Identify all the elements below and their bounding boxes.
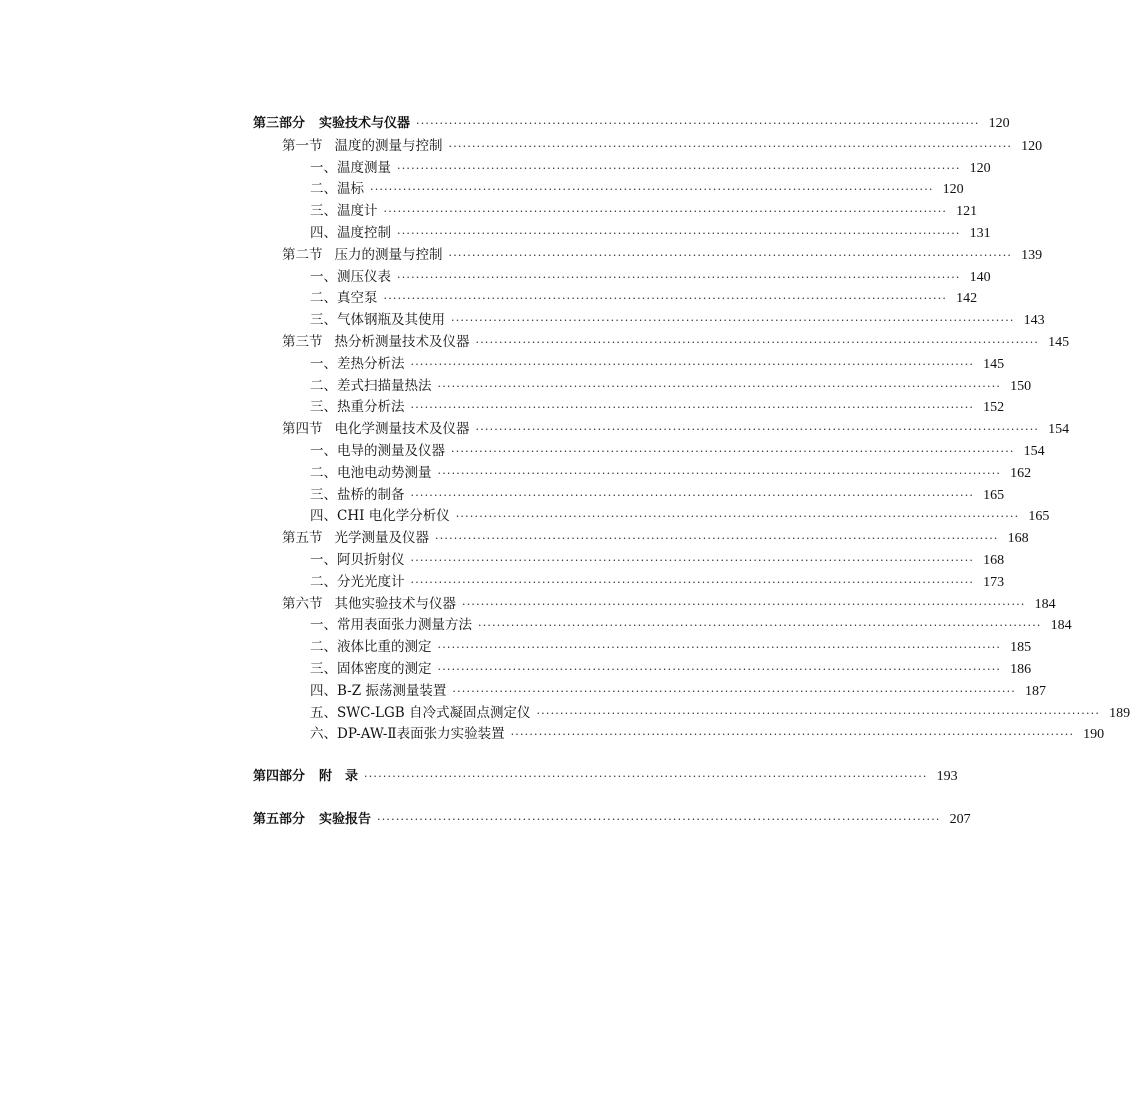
entry-title: 光学测量及仪器 — [334, 530, 429, 547]
toc-entry — [310, 201, 978, 222]
toc-entry — [253, 810, 971, 830]
section-number: 第二节 — [282, 246, 323, 263]
toc-entry-label — [310, 724, 511, 744]
entry-title: 一、电导的测量及仪器 — [310, 443, 445, 459]
toc-entry-label — [282, 136, 449, 156]
page-number: 189 — [1109, 705, 1130, 721]
dot-leader: ························································································································ — [397, 270, 961, 284]
toc-entry-label — [310, 179, 370, 199]
entry-title: 一、常用表面张力测量方法 — [310, 617, 472, 634]
toc-part-row — [0, 767, 958, 787]
page-number: 152 — [983, 400, 1005, 416]
toc-item-row — [0, 397, 1005, 417]
entry-title: 附 录 — [319, 769, 359, 785]
dot-leader: ························································································································ — [448, 139, 1013, 153]
entry-title: 电化学测量技术及仪器 — [334, 421, 470, 438]
toc-entry-label — [310, 659, 438, 679]
dot-leader: ························································································································ — [510, 728, 1075, 742]
toc-item-row — [0, 463, 1032, 483]
toc-entry — [310, 179, 964, 200]
toc-entry-label — [282, 245, 449, 265]
toc-entry — [310, 376, 1032, 397]
dot-leader: ························································································································ — [410, 357, 975, 371]
toc-entry — [310, 441, 1045, 462]
toc-entry — [310, 506, 1050, 527]
page-number: 186 — [1010, 662, 1032, 677]
toc-section-row — [0, 245, 1043, 265]
page-number: 154 — [1023, 444, 1045, 459]
page-number: 131 — [969, 226, 991, 241]
toc-item-row — [0, 288, 978, 308]
entry-title: 其他实验技术与仪器 — [334, 595, 456, 612]
entry-title: 一、测压仪表 — [310, 268, 391, 285]
dot-leader: ························································································································ — [364, 770, 928, 784]
toc-entry-label — [310, 397, 411, 417]
dot-leader: ························································································································ — [397, 227, 961, 240]
toc-section-row — [0, 332, 1070, 352]
dot-leader: ························································································································ — [451, 445, 1015, 458]
section-number: 第六节 — [282, 595, 323, 612]
page-number: 150 — [1010, 378, 1032, 394]
toc-entry — [310, 310, 1045, 331]
toc-section-row — [0, 594, 1056, 614]
page-number: 184 — [1034, 596, 1056, 612]
toc-item-row — [0, 201, 978, 221]
toc-entry — [310, 615, 1072, 636]
toc-entry — [310, 288, 978, 309]
dot-leader: ························································································································ — [383, 205, 948, 219]
toc-item-row — [0, 681, 1046, 701]
toc-item-row — [0, 572, 1005, 592]
dot-leader: ························································································································ — [410, 575, 975, 589]
page-number: 120 — [1021, 138, 1043, 154]
toc-entry-label — [310, 681, 452, 701]
toc-entry-label — [310, 637, 438, 657]
dot-leader: ························································································································ — [448, 248, 1013, 262]
toc-item-row — [0, 179, 964, 199]
toc-entry — [253, 767, 958, 787]
dot-leader: ························································································································ — [410, 401, 975, 415]
dot-leader: ························································································································ — [410, 554, 975, 567]
dot-leader: ························································································································ — [437, 379, 1002, 393]
entry-title: 二、液体比重的测定 — [310, 639, 432, 656]
dot-leader: ························································································································ — [370, 183, 934, 197]
entry-title: 三、固体密度的测定 — [310, 661, 432, 677]
toc-item-row — [0, 550, 1005, 570]
page-number: 142 — [956, 291, 978, 307]
toc-item-row — [0, 267, 991, 287]
page-number: 145 — [983, 356, 1005, 372]
page-number: 120 — [942, 182, 964, 198]
toc-entry — [310, 158, 991, 179]
dot-leader: ························································································································ — [437, 641, 1002, 655]
toc-item-row — [0, 485, 1005, 505]
toc-item-row — [0, 637, 1032, 657]
toc-entry-label — [310, 376, 438, 396]
toc-entry — [282, 136, 1043, 157]
toc-entry — [310, 681, 1046, 702]
part-number: 第五部分 — [253, 812, 306, 827]
toc-entry-label — [310, 463, 438, 483]
page-number: 154 — [1048, 422, 1070, 438]
toc-entry — [310, 463, 1032, 484]
toc-item-row — [0, 310, 1045, 330]
entry-title: 实验报告 — [319, 812, 372, 827]
toc-entry-label — [310, 615, 478, 635]
page-number: 193 — [936, 769, 958, 785]
page-number: 184 — [1050, 618, 1072, 634]
entry-title: 二、电池电动势测量 — [310, 464, 432, 481]
toc-entry — [282, 332, 1070, 353]
dot-leader: ························································································································ — [416, 117, 980, 130]
page-number: 143 — [1023, 313, 1045, 329]
page-number: 207 — [949, 812, 971, 827]
dot-leader: ························································································································ — [475, 336, 1040, 349]
part-number: 第四部分 — [253, 769, 306, 785]
entry-title: 温度的测量与控制 — [334, 137, 443, 154]
dot-leader: ························································································································ — [437, 466, 1002, 480]
toc-entry-label — [282, 594, 462, 614]
entry-title: 四、B-Z 振荡测量装置 — [310, 682, 447, 699]
toc-entry-label — [310, 506, 456, 526]
toc-entry-label — [310, 223, 397, 243]
entry-title: 三、气体钢瓶及其使用 — [310, 312, 445, 329]
entry-title: 热分析测量技术及仪器 — [334, 334, 470, 350]
toc-entry-label — [310, 572, 411, 592]
toc-section-row — [0, 136, 1043, 156]
toc-part-row — [0, 114, 1010, 134]
entry-title: 四、CHI 电化学分析仪 — [310, 508, 450, 525]
page-number: 120 — [988, 116, 1010, 131]
toc-item-row — [0, 659, 1032, 679]
entry-title: 三、温度计 — [310, 203, 378, 220]
entry-title: 一、差热分析法 — [310, 355, 405, 372]
toc-entry-label — [310, 550, 411, 570]
toc-entry-label — [282, 332, 476, 352]
entry-title: 四、温度控制 — [310, 225, 391, 241]
toc-section-row — [0, 528, 1029, 548]
toc-item-row — [0, 441, 1045, 461]
dot-leader: ························································································································ — [475, 423, 1040, 437]
section-number: 第三节 — [282, 334, 323, 350]
toc-entry-label — [310, 354, 411, 374]
page-number: 145 — [1048, 335, 1070, 350]
dot-leader: ························································································································ — [377, 813, 941, 826]
toc-item-row — [0, 354, 1005, 374]
dot-leader: ························································································································ — [462, 597, 1026, 611]
toc-entry — [310, 572, 1005, 593]
toc-entry — [310, 223, 991, 244]
toc-entry-label — [253, 767, 364, 787]
toc-entry-label — [253, 810, 377, 830]
dot-leader: ························································································································ — [452, 684, 1016, 698]
dot-leader: ························································································································ — [383, 292, 948, 306]
toc-part-row — [0, 810, 971, 830]
toc-item-row — [0, 506, 1050, 526]
toc-entry — [310, 703, 1130, 724]
page-number: 121 — [956, 204, 978, 220]
section-number: 第五节 — [282, 530, 323, 547]
toc-entry-label — [310, 267, 397, 287]
page-number: 165 — [983, 487, 1005, 503]
page-number: 173 — [983, 574, 1005, 590]
entry-title: 三、热重分析法 — [310, 399, 405, 416]
toc-entry — [310, 397, 1005, 418]
toc-entry-label — [310, 485, 411, 505]
entry-title: 实验技术与仪器 — [319, 116, 411, 131]
toc-entry — [310, 485, 1005, 506]
entry-title: 二、差式扫描量热法 — [310, 377, 432, 394]
toc-section-row — [0, 419, 1070, 439]
entry-title: 五、SWC-LGB 自冷式凝固点测定仪 — [310, 704, 531, 721]
toc-entry — [253, 114, 1010, 134]
toc-entry — [310, 267, 991, 288]
toc-entry — [310, 637, 1032, 658]
toc-entry — [282, 594, 1056, 615]
toc-entry-label — [310, 310, 451, 330]
entry-title: 压力的测量与控制 — [334, 246, 443, 263]
page-number: 162 — [1010, 465, 1032, 481]
toc-entry-label — [282, 528, 435, 548]
toc-item-row — [0, 724, 1105, 744]
entry-title: 一、温度测量 — [310, 159, 391, 176]
toc-entry — [310, 659, 1032, 680]
toc-item-row — [0, 615, 1072, 635]
page-number: 190 — [1083, 727, 1105, 743]
toc-entry-label — [310, 703, 536, 723]
dot-leader: ························································································································ — [435, 532, 999, 546]
part-number: 第三部分 — [253, 116, 306, 131]
toc-entry — [282, 528, 1029, 549]
dot-leader: ························································································································ — [437, 663, 1002, 676]
entry-title: 一、阿贝折射仪 — [310, 552, 405, 568]
page-number: 120 — [969, 160, 991, 176]
section-number: 第一节 — [282, 137, 323, 154]
toc-entry — [282, 419, 1070, 440]
toc-entry-label — [310, 288, 384, 308]
page-number: 187 — [1025, 683, 1046, 699]
page-number: 139 — [1021, 247, 1043, 263]
entry-title: 二、温标 — [310, 181, 364, 198]
toc-entry — [310, 724, 1105, 745]
dot-leader: ························································································································ — [451, 314, 1015, 328]
toc-entry — [310, 550, 1005, 571]
toc-entry-label — [310, 441, 451, 461]
toc-entry-label — [282, 419, 476, 439]
dot-leader: ························································································································ — [410, 488, 975, 502]
toc-entry-label — [253, 114, 416, 134]
toc-item-row — [0, 376, 1032, 396]
toc-item-row — [0, 158, 991, 178]
toc-item-row — [0, 223, 991, 243]
toc-entry-label — [310, 201, 384, 221]
toc-item-row — [0, 703, 1130, 723]
entry-title: 六、DP-AW-Ⅱ表面张力实验装置 — [310, 726, 505, 743]
page-number: 168 — [1007, 531, 1029, 547]
dot-leader: ························································································································ — [536, 706, 1101, 720]
section-number: 第四节 — [282, 421, 323, 438]
toc-entry — [310, 354, 1005, 375]
dot-leader: ························································································································ — [478, 619, 1042, 633]
dot-leader: ························································································································ — [397, 161, 961, 175]
page-number: 185 — [1010, 640, 1032, 656]
entry-title: 三、盐桥的制备 — [310, 486, 405, 503]
page-number: 168 — [983, 553, 1005, 568]
entry-title: 二、分光光度计 — [310, 573, 405, 590]
page-number: 165 — [1028, 509, 1050, 525]
page-number: 140 — [969, 269, 991, 285]
toc-entry-label — [310, 158, 397, 178]
dot-leader: ························································································································ — [455, 510, 1020, 524]
toc-entry — [282, 245, 1043, 266]
entry-title: 二、真空泵 — [310, 290, 378, 307]
